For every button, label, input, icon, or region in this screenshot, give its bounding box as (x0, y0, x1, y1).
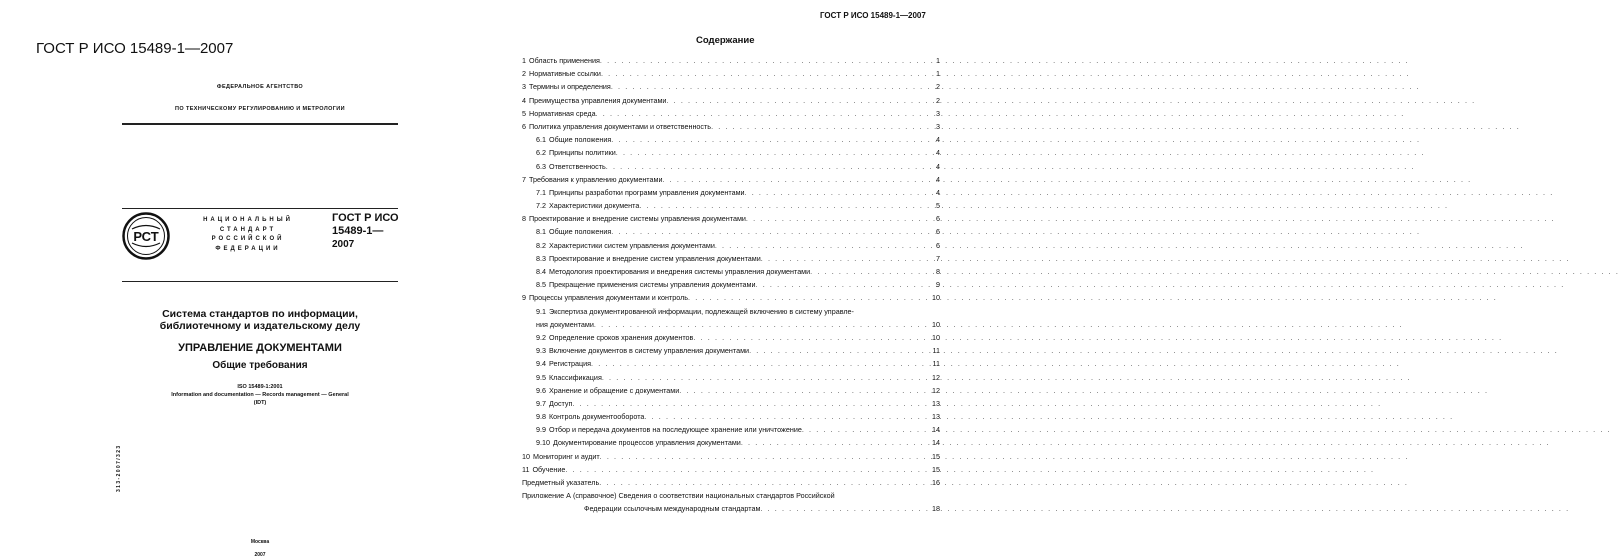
toc-item-title: Предметный указатель (522, 478, 600, 487)
system-title-line-2: библиотечному и издательскому делу (159, 320, 361, 332)
toc-item-page: 15 (932, 451, 940, 461)
toc-item (522, 357, 940, 370)
toc-item-title: Ответственность (549, 161, 606, 171)
toc-item-title: Характеристики систем управления документами (549, 240, 715, 250)
toc-item-number: 9.3 (536, 346, 546, 356)
toc-item-page: 11 (932, 359, 940, 369)
toc-leader-dots (599, 476, 926, 489)
toc-item-page: 4 (936, 187, 940, 197)
toc-item-page: 14 (932, 425, 940, 435)
toc-item-page: 5 (936, 201, 940, 211)
city: Москва (250, 539, 270, 545)
toc-item-page: 1 (936, 69, 940, 79)
toc-item (522, 423, 940, 436)
toc-item (522, 54, 940, 67)
toc-item (522, 331, 940, 344)
toc-item-number: 9.10 (536, 438, 550, 448)
toc-item (522, 384, 940, 397)
toc-item-title: Принципы разработки программ управления документами (549, 187, 745, 197)
toc-item (522, 80, 940, 93)
toc-item-number: 8.2 (536, 240, 546, 250)
system-title (124, 308, 396, 332)
toc-item-number: 8.5 (536, 280, 546, 290)
toc-item-number: 9.5 (536, 372, 546, 382)
toc-item-title: Политика управления документами и ответственность (529, 121, 712, 131)
iso-code: ISO 15489-1:2001 (237, 384, 283, 390)
toc-item-number: 8.4 (536, 267, 546, 276)
cover-mid-rule (122, 208, 398, 209)
toc-item-title: Определение сроков хранения документов (549, 332, 694, 342)
toc-item-title: Обучение (532, 464, 566, 474)
toc-item (522, 67, 940, 80)
toc-item-number: 9 (522, 293, 526, 303)
toc-leader-dots (666, 94, 926, 107)
toc-item (522, 265, 940, 278)
toc-item-page: 10 (932, 332, 940, 342)
toc-leader-dots (756, 278, 926, 291)
toc-item-number: 8 (522, 214, 526, 224)
toc-item-page: 10 (932, 319, 940, 329)
toc-item-page: 6 (936, 240, 940, 250)
toc-item-number: 5 (522, 108, 526, 118)
standard-code (332, 212, 399, 238)
toc-item (522, 450, 940, 463)
toc-item-number: 3 (522, 82, 526, 92)
toc-item-page: 4 (936, 174, 940, 184)
toc-item-title: Хранение и обращение с документами (549, 385, 680, 395)
iso-identity: (IDT) (253, 400, 267, 406)
national-standard-block (188, 216, 308, 254)
toc-item (522, 344, 940, 357)
toc-item-number: 6.1 (536, 135, 546, 145)
toc-item-page: 12 (932, 372, 940, 382)
toc-leader-dots (601, 67, 926, 80)
toc-item-title: Общие положения (549, 135, 612, 145)
toc-item-title: Доступ (549, 398, 573, 408)
toc-item-page: 7 (936, 253, 940, 263)
toc-item-number: 7.2 (536, 201, 546, 211)
toc-item (522, 476, 940, 489)
toc-item-page: 4 (936, 135, 940, 145)
toc-leader-dots (616, 146, 926, 159)
toc-item-number: 8.1 (536, 227, 546, 237)
toc-leader-dots (611, 80, 926, 93)
toc-item-number: 2 (522, 69, 526, 79)
toc-item-page: 2 (936, 82, 940, 92)
cover-top-rule (122, 123, 398, 125)
national-standard-line: СТАНДАРТ (219, 226, 277, 233)
toc-item-number: 9.4 (536, 359, 546, 369)
toc-item (522, 199, 940, 212)
contents-header: ГОСТ Р ИСО 15489-1—2007 (820, 11, 926, 20)
toc-item (522, 410, 940, 423)
toc-item (522, 318, 940, 331)
toc-item (522, 212, 940, 225)
iso-title: Information and documentation — Records management — General (171, 392, 349, 398)
toc-item-number: 9.9 (536, 425, 546, 435)
toc-item (522, 120, 940, 133)
toc-item-number: 9.7 (536, 398, 546, 408)
toc-leader-dots (745, 186, 926, 199)
toc-item-number: 9.8 (536, 412, 546, 422)
toc-leader-dots (606, 160, 926, 173)
standard-code-line-1: ГОСТ Р ИСО (332, 212, 399, 224)
standard-code-line-2: 15489-1— (332, 225, 384, 237)
national-standard-line: НАЦИОНАЛЬНЫЙ (203, 217, 293, 223)
toc-item (522, 436, 940, 449)
toc-leader-dots (746, 212, 926, 225)
toc-leader-dots (596, 107, 926, 120)
agency-line-1: ФЕДЕРАЛЬНОЕ АГЕНТСТВО (216, 84, 304, 90)
toc-leader-dots (639, 199, 926, 212)
toc-item-number: 6.2 (536, 148, 546, 158)
main-title: УПРАВЛЕНИЕ ДОКУМЕНТАМИ (178, 342, 342, 354)
toc-leader-dots (611, 133, 926, 146)
toc-item (522, 173, 940, 186)
toc-item-page: 18 (932, 504, 940, 514)
toc-leader-dots (810, 265, 926, 278)
toc-item-title: Приложение А (справочное) Сведения о соответствии национальных стандартов Российской (522, 491, 835, 501)
toc-item-title: Процессы управления документами и контроль (529, 293, 689, 303)
national-standard-line: РОССИЙСКОЙ (211, 236, 285, 242)
toc-leader-dots (761, 252, 926, 265)
toc-leader-dots (715, 239, 926, 252)
toc-item-page: 15 (932, 464, 940, 474)
toc-item (522, 371, 940, 384)
toc-leader-dots (565, 463, 926, 476)
toc-leader-dots (688, 291, 926, 304)
toc-item (522, 160, 940, 173)
toc-item-title: Термины и определения (529, 82, 611, 92)
toc-item-title: Проектирование и внедрение систем управления документами (549, 253, 761, 263)
toc-item (522, 463, 940, 476)
toc-item-title: Контроль документооборота (549, 412, 645, 422)
toc-item-title: Мониторинг и аудит (533, 451, 600, 461)
toc-item-page: 11 (932, 346, 940, 356)
toc-item-title: Общие положения (549, 227, 612, 237)
toc-item-page: 4 (936, 148, 940, 158)
toc-item-number: 1 (522, 56, 526, 65)
toc-item (522, 107, 940, 120)
toc-item-title: Нормативная среда (529, 108, 596, 118)
toc-item-title: Нормативные ссылки (529, 69, 601, 79)
toc-item-page: 3 (936, 121, 940, 131)
toc-leader-dots (600, 54, 926, 67)
toc-item-number: 9.6 (536, 385, 546, 395)
toc-leader-dots (602, 371, 926, 384)
toc-item (522, 252, 940, 265)
toc-item-page: 8 (936, 267, 940, 276)
toc-item-number: 9.2 (536, 332, 546, 342)
toc-item-number: 11 (522, 464, 530, 474)
toc-item (522, 133, 940, 146)
subtitle: Общие требования (212, 360, 308, 371)
toc-item-page: 4 (936, 161, 940, 171)
toc-item (522, 278, 940, 291)
slide-title: ГОСТ Р ИСО 15489-1—2007 (36, 40, 234, 57)
toc-item-page: 6 (936, 227, 940, 237)
toc-leader-dots (572, 397, 926, 410)
toc-item-page: 6 (936, 214, 940, 224)
toc-leader-dots (749, 344, 926, 357)
toc-item-number: 8.3 (536, 253, 546, 263)
toc-leader-dots (693, 331, 926, 344)
toc-item-number: 6.3 (536, 161, 546, 171)
toc-item-title: Экспертиза документированной информации, подлежащей включению в систему управле- (549, 306, 854, 316)
toc-leader-dots (644, 410, 926, 423)
toc-item-title: Методология проектирования и внедрения системы управления документами (549, 267, 811, 276)
toc-leader-dots (662, 173, 926, 186)
toc-item-title: Отбор и передача документов на последующее хранение или уничтожение (549, 425, 802, 435)
toc-item-page: 12 (932, 385, 940, 395)
toc-item (522, 305, 940, 318)
toc-item-title: Регистрация (549, 359, 592, 369)
toc-item-title: Требования к управлению документами (529, 174, 663, 184)
seal-text: РСТ (133, 229, 159, 244)
toc-leader-dots (611, 225, 926, 238)
toc-item (522, 146, 940, 159)
toc-leader-dots (591, 357, 926, 370)
toc-item-title: Область применения (529, 56, 600, 65)
toc-leader-dots (600, 450, 926, 463)
toc-item-number: 7.1 (536, 187, 546, 197)
toc-leader-dots (711, 120, 926, 133)
contents-title: Содержание (696, 35, 755, 46)
toc-item-title: Документирование процессов управления документами (553, 438, 741, 448)
toc-leader-dots (679, 384, 926, 397)
toc-item-number: 9.1 (536, 306, 546, 316)
toc-item-title: Характеристики документа (549, 201, 640, 211)
toc-item-title: Преимущества управления документами (529, 95, 667, 105)
toc-item (522, 239, 940, 252)
toc-item (522, 225, 940, 238)
toc-item (522, 397, 940, 410)
toc-item-number: 7 (522, 174, 526, 184)
toc-item (522, 186, 940, 199)
toc-item-title: Классификация (549, 372, 602, 382)
toc-item-number: 6 (522, 121, 526, 131)
toc-leader-dots (741, 436, 926, 449)
toc-item-page: 1 (936, 56, 940, 65)
publication-year: 2007 (254, 552, 266, 558)
toc-item-title: Прекращение применения системы управления документами (549, 280, 756, 290)
toc-item (522, 291, 940, 304)
toc-item-title: Федерации ссылочным международным стандартам (584, 504, 761, 514)
national-standard-line: ФЕДЕРАЦИИ (215, 245, 281, 252)
toc-item (522, 489, 940, 502)
toc-leader-dots (760, 502, 926, 515)
toc-item (522, 502, 940, 515)
toc-leader-dots (802, 423, 926, 436)
toc-leader-dots (594, 318, 926, 331)
toc-item-title: Включение документов в систему управления документами (549, 346, 750, 356)
toc-item-page: 13 (932, 398, 940, 408)
toc-item-number: 10 (522, 451, 530, 461)
rst-seal-logo (122, 212, 170, 260)
side-code: 3 1 3 - 2 0 0 7 / 3 2 3 (116, 445, 122, 492)
table-of-contents (522, 54, 940, 516)
cover-page (110, 72, 410, 558)
toc-item-page: 2 (936, 95, 940, 105)
toc-item (522, 94, 940, 107)
toc-item-title: Принципы политики (549, 148, 616, 158)
toc-item-number: 4 (522, 95, 526, 105)
cover-lower-rule (122, 281, 398, 282)
toc-item-page: 14 (932, 438, 940, 448)
system-title-line-1: Система стандартов по информации, (162, 308, 358, 320)
toc-item-title: Проектирование и внедрение системы управления документами (529, 214, 746, 224)
toc-item-page: 9 (936, 280, 940, 290)
toc-item-page: 16 (932, 478, 940, 487)
toc-item-page: 3 (936, 108, 940, 118)
standard-code-year: 2007 (332, 239, 355, 250)
agency-line-2: ПО ТЕХНИЧЕСКОМУ РЕГУЛИРОВАНИЮ И МЕТРОЛОГИИ (175, 106, 345, 112)
toc-item-title: ния документами (536, 319, 594, 329)
toc-item-page: 10 (932, 293, 940, 303)
toc-item-page: 13 (932, 412, 940, 422)
